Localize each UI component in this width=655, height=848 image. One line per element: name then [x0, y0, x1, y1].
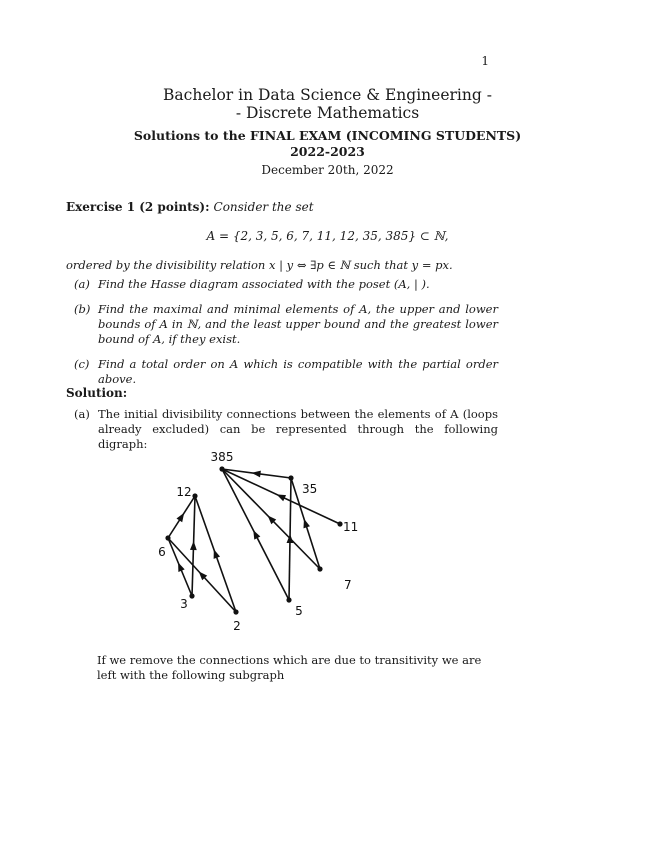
arrowhead-3-to-6 — [178, 562, 185, 572]
node-6 — [165, 535, 170, 540]
arrowhead-5-to-385 — [253, 530, 260, 540]
academic-year: 2022-2023 — [290, 144, 365, 159]
exam-date: December 20th, 2022 — [261, 163, 394, 177]
node-385 — [219, 466, 224, 471]
node-5 — [286, 597, 291, 602]
node-label-7: 7 — [344, 578, 352, 592]
node-label-6: 6 — [158, 545, 166, 559]
question-a-text: Find the Hasse diagram associated with the poset (A, | ). — [98, 277, 430, 291]
question-b-label: (b) — [74, 302, 91, 316]
question-c-text: Find a total order on A which is compatible with the partial order above. — [98, 357, 498, 386]
node-2 — [233, 609, 238, 614]
transitivity-remark: If we remove the connections which are due to transitivity we are left with the following subgraph — [97, 653, 482, 682]
arrowhead-35-to-385 — [252, 471, 261, 478]
node-label-12: 12 — [176, 485, 192, 499]
node-label-385: 385 — [210, 450, 234, 464]
node-label-35: 35 — [302, 482, 318, 496]
arrowhead-11-to-385 — [276, 494, 286, 501]
node-11 — [337, 521, 342, 526]
node-label-11: 11 — [343, 520, 359, 534]
page-number: 1 — [481, 54, 489, 68]
exercise-intro: Consider the set — [213, 200, 314, 214]
question-a-label: (a) — [74, 277, 90, 291]
course-title-line2: - Discrete Mathematics — [235, 104, 420, 122]
exercise-title: Exercise 1 (2 points): — [66, 200, 210, 214]
relation-definition: ordered by the divisibility relation x | y ⇔ ∃p ∈ ℕ such that y = px. — [66, 258, 453, 272]
arrowhead-6-to-12 — [176, 513, 184, 522]
node-7 — [317, 566, 322, 571]
node-label-3: 3 — [180, 597, 188, 611]
node-3 — [189, 593, 194, 598]
node-label-5: 5 — [295, 604, 303, 618]
node-35 — [288, 475, 293, 480]
arrowhead-3-to-12 — [190, 541, 197, 550]
node-label-2: 2 — [233, 619, 241, 633]
node-12 — [192, 493, 197, 498]
course-title-line1: Bachelor in Data Science & Engineering - — [163, 86, 492, 104]
exam-subtitle: Solutions to the FINAL EXAM (INCOMING STUDENTS) — [133, 128, 522, 143]
solution-heading: Solution: — [66, 386, 128, 400]
solution-a-label: (a) — [74, 407, 90, 421]
question-c-label: (c) — [74, 357, 90, 371]
question-b-text: Find the maximal and minimal elements of A, the upper and lower bounds of A in ℕ, and the least upper bound and the greatest lower bound of A, if they exist. — [98, 302, 498, 346]
arrowhead-7-to-35 — [303, 519, 309, 529]
arrowhead-2-to-12 — [214, 549, 220, 559]
set-formula: A = {2, 3, 5, 6, 7, 11, 12, 35, 385} ⊂ ℕ, — [206, 229, 449, 243]
solution-a-text: The initial divisibility connections between the elements of A (loops already excluded) can be represented through the following digraph: — [98, 407, 498, 451]
